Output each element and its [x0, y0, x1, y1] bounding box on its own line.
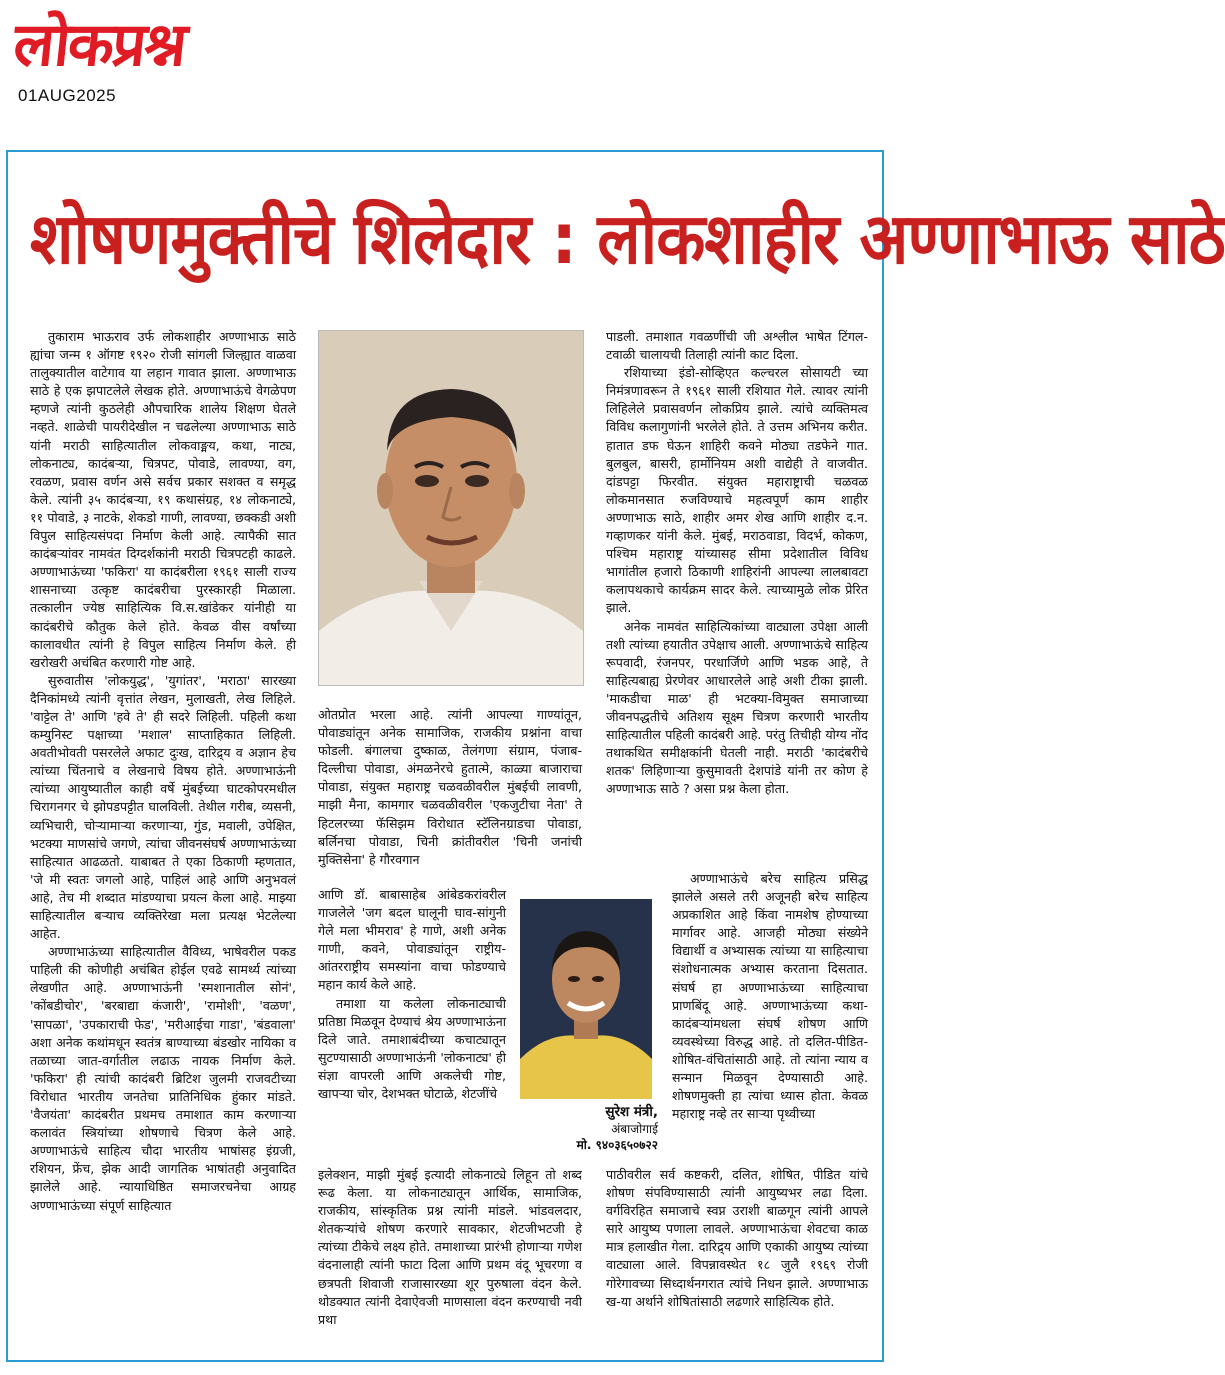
article-column-2-middle [318, 886, 506, 1103]
paragraph: पाडली. तमाशात गवळणींची जी अश्लील भाषेत टिंगल-टवाळी चालायची तिलाही त्यांनी काट दिला. [606, 329, 868, 363]
paragraph: अण्णाभाऊंचे बरेच साहित्य प्रसिद्ध झालेले असले तरी अजूनही बरेच साहित्य अप्रकाशित आहे किंवा नामशेष होण्याच्या मार्गावर आहे. आजही मोठ्या संख्येने विद्यार्थी व अभ्यासक त्यांच्या या साहित्याचा संशोधनात्मक अभ्यास करताना दिसतात. संघर्ष हा अण्णाभाऊंच्या साहित्याचा प्राणबिंदू आहे. अण्णाभाऊंच्या कथा-कादंबऱ्यांमधला संघर्ष शोषण आणि व्यवस्थेच्या विरुद्ध आहे. तो दलित-पीडित-शोषित-वंचितांसाठी आहे. तो त्यांना न्याय व सन्मान मिळवून देण्यासाठी आहे. शोषणमुक्ती हा त्यांचा ध्यास होता. केवळ महाराष्ट्र नव्हे तर साऱ्या पृथ्वीच्या [672, 871, 868, 1122]
newspaper-logo: लोकप्रश्न [10, 10, 189, 80]
article-column-3-middle [672, 870, 868, 1123]
portrait-photo-annabhau-sathe [318, 330, 584, 686]
author-place: अंबाजोगाई [611, 1122, 658, 1136]
article-column-3-upper [606, 328, 868, 798]
paragraph: अण्णाभाऊंच्या साहित्यातील वैविध्य, भाषेवरील पकड पाहिली की कोणीही अचंबित होईल एवढे सामर्थ्य त्यांच्या लेखणीत आहे. अण्णाभाऊंनी 'स्मशानातील सोनं', 'कोंबडीचोर', 'बरबाद्या कंजारी', 'रामोशी', 'वळण', 'सापळा', 'उपकाराची फेड', 'मरीआईचा गाडा', 'बंडवाला' अशा अनेक कथांमधून स्वतंत्र बाण्याच्या बंडखोर नायिका व तळाच्या जात-वर्गातील लढाऊ नायक निर्माण केले. 'फकिरा' ही त्यांची कादंबरी ब्रिटिश जुलमी राजवटीच्या विरोधात भारतीय जनतेचा प्रातिनिधिक हुंकार मांडते. 'वैजयंता' कादंबरीत प्रथमच तमाशात काम करणाऱ्या कलावंत स्त्रियांच्या शोषणाचे चित्रण केले आहे. अण्णाभाऊंचे साहित्य चौदा भारतीय भाषांसह इंग्रजी, रशियन, फ्रेंच, झेक आदी जागतिक भाषांतही अनुवादित झालेले आहे. न्यायाधिष्ठित समाजरचनेचा आग्रह अण्णाभाऊंच्या संपूर्ण साहित्यात [30, 944, 296, 1213]
paragraph: अनेक नामवंत साहित्यिकांच्या वाट्याला उपेक्षा आली तशी त्यांच्या हयातीत उपेक्षाच आली. अण्णाभाऊंचे साहित्य रूपवादी, रंजनपर, परधार्जिणे आणि भडक आहे, ते साहित्यबाह्य प्रेरणेवर आधारलेले आहे अशी टीका झाली. 'माकडीचा माळ' ही भटक्या-विमुक्त समाजाच्या जीवनपद्धतीचे अतिशय सूक्ष्म चित्रण करणारी भारतीय साहित्यातील पहिली कादंबरी आहे. परंतु तिचीही योग्य नोंद तथाकथित समीक्षकांनी घेतली नाही. मराठी 'कादंबरीचे शतक' लिहिणाऱ्या कुसुमावती देशपांडे यांनी तर कोण हे अण्णाभाऊ साठे ? असा प्रश्न केला होता. [606, 618, 868, 797]
article-column-2-upper [318, 706, 582, 869]
portrait-illustration [319, 331, 583, 685]
paragraph: आणि डॉ. बाबासाहेब आंबेडकरांवरील गाजलेले 'जग बदल घालूनी घाव-सांगुनी गेले मला भीमराव' हे गाणे, अशी अनेक गाणी, कवने, पोवाड्यांतून राष्ट्रीय-आंतरराष्ट्रीय समस्यांना वाचा फोडण्याचे महान कार्य केले आहे. [318, 887, 506, 993]
paragraph: इलेक्शन, माझी मुंबई इत्यादी लोकनाट्ये लिहून तो शब्द रूढ केला. या लोकनाट्यातून आर्थिक, सामाजिक, राजकीय, सांस्कृतिक प्रश्न त्यांनी मांडले. भांडवलदार, शेतकऱ्यांचे शोषण करणारे सावकार, शेटजीभटजी हे त्यांच्या टीकेचे लक्ष्य होते. तमाशाच्या प्रारंभी होणाऱ्या गणेश वंदनालाही त्यांनी फाटा दिला आणि प्रथम वंदू भूचरणा व छत्रपती शिवाजी राजासारख्या शूर पुरुषाला वंदन केले. थोडक्यात त्यांनी देवाऐवजी माणसाला वंदन करण्याची नवी प्रथा [318, 1167, 582, 1327]
paragraph: रशियाच्या इंडो-सोव्हिएत कल्चरल सोसायटी च्या निमंत्रणावरून ते १९६१ साली रशियात गेले. त्यावर त्यांनी लिहिलेले प्रवासवर्णन लोकप्रिय झाले. त्यांचे व्यक्तिमत्व विविध कलागुणांनी भरलेले होते. ते उत्तम अभिनय करीत. हातात डफ घेऊन शाहिरी कवने मोठ्या तडफेने गात. बुलबुल, बासरी, हार्मोनियम अशी वाद्येही ते वाजवीत. दांडपट्टा फिरवीत. संयुक्त महाराष्ट्राची चळवळ लोकमानसात रुजविण्याचे महत्वपूर्ण काम शाहीर अण्णाभाऊ साठे, शाहीर अमर शेख आणि शाहीर द.न. गव्हाणकर यांनी केले. मुंबई, मराठवाडा, विदर्भ, कोकण, पश्चिम महाराष्ट्र यांच्यासह सीमा प्रदेशातील विविध भागांतील हजारो ठिकाणी शाहिरांनी आपल्या लालबावटा कलापथकाचे कार्यक्रम सादर केले. त्याच्यामुळे लोक प्रेरित झाले. [606, 365, 868, 616]
article-column-2-lower [318, 1166, 582, 1329]
paragraph: ओतप्रोत भरला आहे. त्यांनी आपल्या गाण्यांतून, पोवाड्यांतून अनेक सामाजिक, राजकीय प्रश्नांना वाचा फोडली. बंगालचा दुष्काळ, तेलंगणा संग्राम, पंजाब-दिल्लीचा पोवाडा, अंमळनेरचे हुतात्मे, काळ्या बाजाराचा पोवाडा, संयुक्त महाराष्ट्र चळवळीवरील मुंबईची लावणी, माझी मैना, कामगार चळवळीवरील 'एकजुटीचा नेता' ते हिटलरच्या फॅसिझम विरोधात स्टॅलिनग्राडचा पोवाडा, बर्लिनचा पोवाडा, चिनी क्रांतीवरील 'चिनी जनांची मुक्तिसेना' हे गौरवगान [318, 707, 582, 867]
masthead [8, 4, 298, 104]
author-name: सुरेश मंत्री, [605, 1104, 658, 1120]
article-headline: शोषणमुक्तीचे शिलेदार : लोकशाहीर अण्णाभाऊ साठे [30, 199, 1225, 281]
article-column-3-lower [606, 1166, 868, 1311]
author-phone: मो. ९४०३६५०७२२ [576, 1138, 658, 1152]
author-byline [516, 1103, 658, 1153]
article-column-1 [30, 328, 296, 1215]
author-portrait-illustration [520, 899, 652, 1099]
paragraph: पाठीवरील सर्व कष्टकरी, दलित, शोषित, पीडित यांचे शोषण संपविण्यासाठी त्यांनी आयुष्यभर लढा दिला. वर्गविरहित समाजाचे स्वप्न उराशी बाळगून त्यांनी आपले सारे आयुष्य पणाला लावले. अण्णाभाऊंचा शेवटचा काळ मात्र हलाखीत गेला. दारिद्र्य आणि एकाकी आयुष्य त्यांच्या वाट्याला आले. विपन्नावस्थेत १८ जुलै १९६९ रोजी गोरेगावच्या सिध्दार्थनगरात त्यांचे निधन झाले. अण्णाभाऊ ख-या अर्थाने शोषितांसाठी लढणारे साहित्यिक होते. [606, 1167, 868, 1309]
paragraph: सुरुवातीस 'लोकयुद्ध', 'युगांतर', 'मराठा' सारख्या दैनिकांमध्ये त्यांनी वृत्तांत लेखन, मुलाखती, लेख लिहिले. 'वाट्टेल ते' आणि 'हवे ते' ही सदरे लिहिली. पहिली कथा कम्युनिस्ट पक्षाच्या 'मशाल' साप्ताहिकात लिहिली. अवतीभोवती पसरलेले अफाट दुःख, दारिद्र्य व अज्ञान हेच त्यांच्या चिंतनाचे व लेखनाचे विषय होते. अण्णाभाऊंनी त्यांच्या आयुष्यातील काही वर्षे मुंबईच्या घाटकोपरमधील चिरागनगर चे झोपडपट्टीत घालविली. तेथील गरीब, व्यसनी, व्यभिचारी, चोऱ्यामाऱ्या करणाऱ्या, गुंड, मवाली, उपेक्षित, भटक्या माणसांचे जगणे, त्यांचा जीवनसंघर्ष अण्णाभाऊंच्या साहित्यात आढळतो. याबाबत ते एका ठिकाणी म्हणतात, 'जे मी स्वतः जगलो आहे, पाहिलं आहे आणि अनुभवलं आहे, तेच मी शब्दात मांडण्याचा प्रयत्न केला आहे. माझ्या साहित्यातील बऱ्याच व्यक्तिरेखा मला प्रत्यक्ष भेटलेल्या आहेत. [30, 672, 296, 942]
author-photo [520, 899, 652, 1099]
paragraph: तुकाराम भाऊराव उर्फ लोकशाहीर अण्णाभाऊ साठे ह्यांचा जन्म १ ऑगष्ट १९२० रोजी सांगली जिल्ह्यात वाळवा तालुक्यातील वाटेगाव या लहान गावात झाला. अण्णाभाऊ साठे हे एक झपाटलेले लेखक होते. अण्णाभाऊंचे वेगळेपण म्हणजे त्यांनी कुठलेही औपचारिक शालेय शिक्षण घेतले नव्हते. शाळेची पायरीदेखील न चढलेल्या अण्णाभाऊ साठे यांनी मराठी साहित्यातील लोकवाङ्मय, कथा, नाट्य, लोकनाट्य, कादंबऱ्या, चित्रपट, पोवाडे, लावण्या, वग, रवळण, प्रवास वर्णन असे सर्वच प्रकार सशक्त व समृद्ध केले. त्यांनी ३५ कादंबऱ्या, १९ कथासंग्रह, १४ लोकनाट्ये, ११ पोवाडे, ३ नाटके, शेकडो गाणी, लावण्या, छक्कडी अशी विपुल साहित्यसंपदा निर्माण केली आहे. त्यापैकी सात कादंबऱ्यांवर नामवंत दिग्दर्शकांनी मराठी चित्रपटही काढले. अण्णाभाऊंच्या 'फकिरा' या कादंबरीला १९६१ साली राज्य शासनाच्या उत्कृष्ट कादंबरीचा पुरस्कारही मिळाला. तत्कालीन ज्येष्ठ साहित्यिक वि.स.खांडेकर यांनीही या कादंबरीचे कौतुक केले होते. केवळ वीस वर्षांच्या कालावधीत त्यांनी हे विपुल साहित्य निर्माण केले. ही खरोखरी अचंबित करणारी गोष्ट आहे. [30, 329, 296, 670]
issue-date: 01AUG2025 [18, 86, 117, 105]
paragraph: तमाशा या कलेला लोकनाट्याची प्रतिष्ठा मिळवून देण्याचं श्रेय अण्णाभाऊंना दिले जाते. तमाशाबंदीच्या कचाट्यातून सुटण्यासाठी अण्णाभाऊंनी 'लोकनाट्य' ही संज्ञा वापरली आणि अकलेची गोष्ट, खापऱ्या चोर, देशभक्त घोटाळे, शेटजींचे [318, 995, 506, 1102]
